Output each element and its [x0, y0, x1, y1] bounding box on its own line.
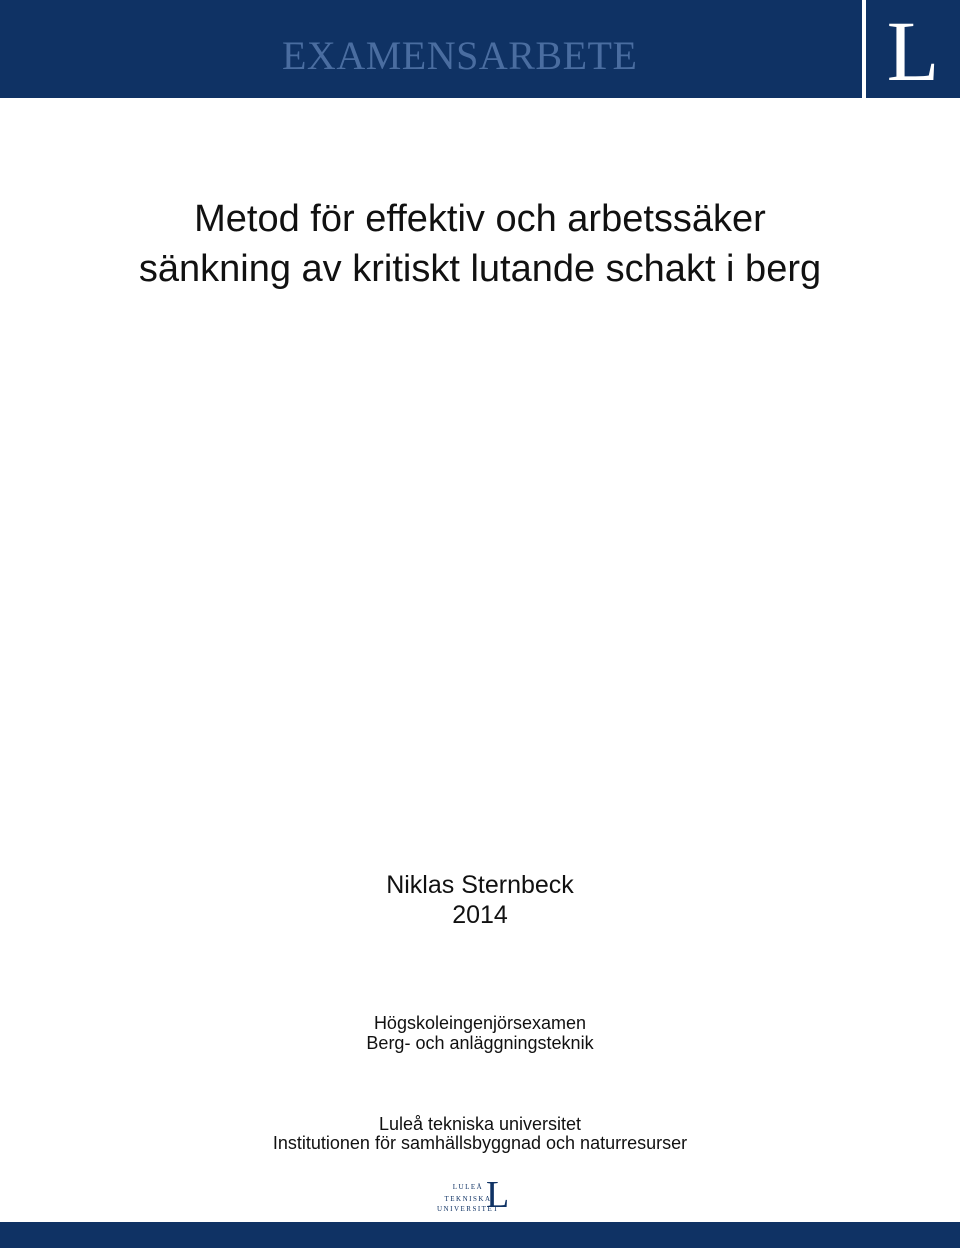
- department: Institutionen för samhällsbyggnad och naturresurser: [272, 1133, 688, 1153]
- logo-letter-small: L: [486, 1174, 510, 1216]
- university-logo: [430, 1176, 530, 1216]
- logo-line-3: UNIVERSITET: [437, 1205, 499, 1213]
- logo-line-1: LULEÅ: [452, 1183, 484, 1191]
- university-block: [0, 1115, 960, 1153]
- university: Luleå tekniska universitet: [378, 1114, 582, 1134]
- header-title: EXAMENSARBETE: [282, 33, 638, 78]
- author-block: [0, 870, 960, 930]
- degree-block: [0, 1013, 960, 1053]
- author-name: Niklas Sternbeck: [386, 871, 574, 899]
- header-logo: [866, 0, 960, 98]
- title-line-1: Metod för effektiv och arbetssäker: [194, 198, 766, 240]
- title-line-2: sänkning av kritiskt lutande schakt i berg: [138, 248, 822, 290]
- footer-band: [0, 1222, 960, 1248]
- degree: Högskoleingenjörsexamen: [373, 1013, 587, 1033]
- logo-line-2: TEKNISKA: [444, 1195, 492, 1203]
- year: 2014: [452, 901, 508, 929]
- program: Berg- och anläggningsteknik: [366, 1033, 594, 1053]
- header-band: [0, 0, 862, 98]
- logo-letter: L: [886, 3, 940, 99]
- document-title: [0, 194, 960, 294]
